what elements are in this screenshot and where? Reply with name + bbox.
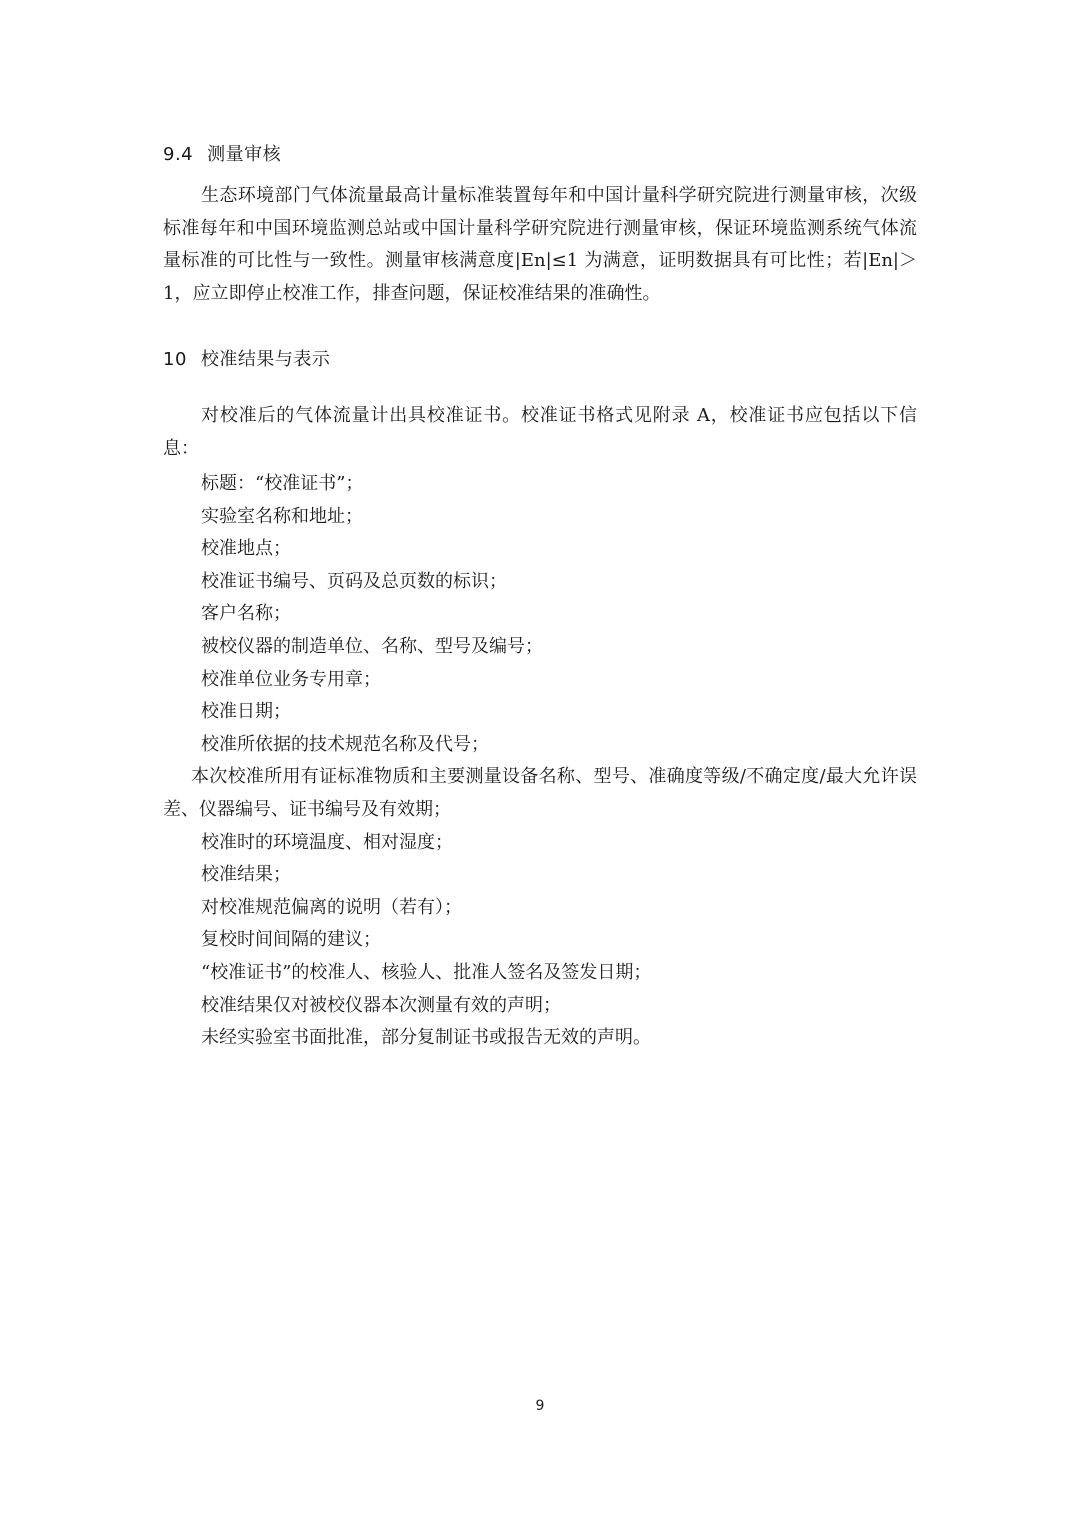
list-item: 校准地点； xyxy=(201,538,291,560)
list-item: 复校时间间隔的建议； xyxy=(201,929,381,951)
certificate-contents-list xyxy=(163,468,917,1055)
list-item: 未经实验室书面批准，部分复制证书或报告无效的声明。 xyxy=(201,1027,651,1049)
list-item: 标题：“校准证书”； xyxy=(201,473,364,494)
list-item: 校准证书编号、页码及总页数的标识； xyxy=(201,570,507,592)
section-9-4-paragraph: 生态环境部门气体流量最高计量标准装置每年和中国计量科学研究院进行测量审核，次级标准每年和中国环境监测总站或中国计量科学研究院进行测量审核，保证环境监测系统气体流量标准的可比性与一致性。测量审核满意度|En|≤1 为满意，证明数据具有可比性；若|En|＞1，应立即停止校准工作，排查问题，保证校准结果的准确性。 xyxy=(163,185,917,304)
section-title: 测量审核 xyxy=(207,144,282,165)
section-heading-9-4 xyxy=(163,140,281,166)
list-item: 被校仪器的制造单位、名称、型号及编号； xyxy=(201,635,543,657)
section-heading-10 xyxy=(163,345,330,371)
list-item: 本次校准所用有证标准物质和主要测量设备名称、型号、准确度等级/不确定度/最大允许误差、仪器编号、证书编号及有效期； xyxy=(163,766,917,820)
list-item: 客户名称； xyxy=(201,603,291,625)
list-item: 校准时的环境温度、相对湿度； xyxy=(201,831,453,853)
list-item: 校准日期； xyxy=(201,701,291,723)
page-number: 9 xyxy=(535,1398,545,1414)
section-title: 校准结果与表示 xyxy=(200,349,331,370)
section-number: 9.4 xyxy=(163,144,194,165)
list-item: 对校准规范偏离的说明（若有）； xyxy=(201,896,462,918)
list-item: 校准结果； xyxy=(201,864,291,886)
list-item: 校准单位业务专用章； xyxy=(201,668,381,690)
section-number: 10 xyxy=(163,349,187,370)
list-item: 校准结果仅对被校仪器本次测量有效的声明； xyxy=(201,994,561,1016)
list-item: “校准证书”的校准人、核验人、批准人签名及签发日期； xyxy=(201,961,652,983)
list-item: 实验室名称和地址； xyxy=(201,505,363,527)
list-item: 校准所依据的技术规范名称及代号； xyxy=(201,733,489,755)
section-10-intro: 对校准后的气体流量计出具校准证书。校准证书格式见附录 A，校准证书应包括以下信息： xyxy=(163,405,917,459)
